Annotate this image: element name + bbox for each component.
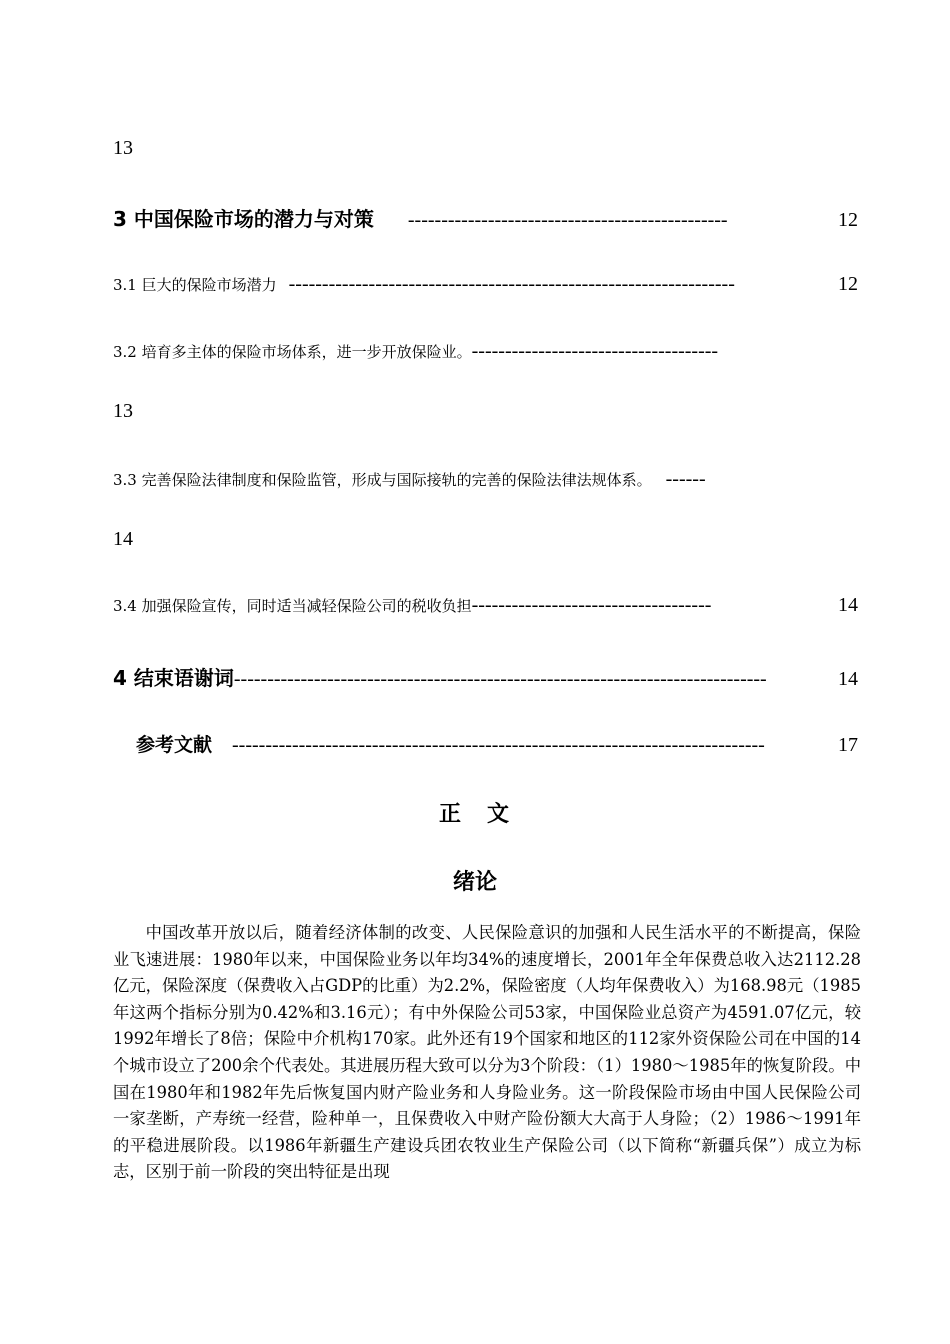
toc-page-number: 17 xyxy=(838,734,858,756)
toc-entry-references[interactable] xyxy=(136,730,858,757)
toc-entry-3-1[interactable] xyxy=(113,273,858,296)
toc-entry-title: 3.2 培育多主体的保险市场体系，进一步开放保险业。 xyxy=(113,343,472,361)
toc-entry-3-2[interactable] xyxy=(113,340,858,363)
toc-leader: ------------------------------------------------ xyxy=(407,209,728,231)
toc-entry-title: 参考文献 xyxy=(136,734,213,756)
toc-entry-title: 4 结束语谢词 xyxy=(113,666,234,690)
toc-entry-title: 3.3 完善保险法律制度和保险监管，形成与国际接轨的完善的保险法律法规体系。 xyxy=(113,471,652,489)
toc-entry-title: 3 中国保险市场的潜力与对策 xyxy=(113,207,374,231)
toc-page-number: 14 xyxy=(838,668,858,690)
toc-entry-title: 3.1 巨大的保险市场潜力 xyxy=(113,276,277,294)
toc-entry-chapter-3[interactable] xyxy=(113,203,858,232)
toc-leader: -------------------------------------------------------------------------------- xyxy=(232,734,765,756)
toc-entry-chapter-4[interactable] xyxy=(113,662,858,691)
section-title: 正 文 xyxy=(438,802,511,827)
toc-leader: ------------------------------------ xyxy=(471,594,712,616)
toc-carry-page-number: 13 xyxy=(113,137,133,159)
intro-title: 绪论 xyxy=(452,870,497,895)
toc-page-number: 12 xyxy=(838,273,858,295)
toc-leader: ------------------------------------------------------------------- xyxy=(288,273,735,295)
toc-page-number-3-2: 13 xyxy=(113,400,133,422)
toc-page-number: 14 xyxy=(838,594,858,616)
toc-leader: ------------------------------------- xyxy=(471,340,719,362)
toc-entry-3-3[interactable] xyxy=(113,468,858,491)
toc-entry-3-4[interactable] xyxy=(113,594,858,617)
toc-page-number-3-3: 14 xyxy=(113,528,133,550)
toc-leader: -------------------------------------------------------------------------------- xyxy=(233,668,767,690)
toc-leader: ------ xyxy=(665,468,706,490)
intro-paragraph: 中国改革开放以后，随着经济体制的改变、人民保险意识的加强和人民生活水平的不断提高，保险业飞速进展：1980年以来，中国保险业务以年均34%的速度增长，2001年全年保费总收入达2112.28亿元，保险深度（保费收入占GDP的比重）为2.2%，保险密度（人均年保费收入）为168.98元（1985年这两个指标分别为0.42%和3.16元）；有中外保险公司53家，中国保险业总资产为4591.07亿元，较1992年增长了8倍；保险中介机构170家。此外还有19个国家和地区的112家外资保险公司在中国的14个城市设立了200余个代表处。其进展历程大致可以分为3个阶段：（1）1980～1985年的恢复阶段。中国在1980年和1982年先后恢复国内财产险业务和人身险业务。这一阶段保险市场由中国人民保险公司一家垄断，产寿统一经营，险种单一，且保费收入中财产险份额大大高于人身险；（2）1986～1991年的平稳进展阶段。以1986年新疆生产建设兵团农牧业生产保险公司（以下简称“新疆兵保”）成立为标志，区别于前一阶段的突出特征是出现 xyxy=(113,923,861,1182)
toc-entry-title: 3.4 加强保险宣传，同时适当减轻保险公司的税收负担 xyxy=(113,597,472,615)
toc-page-number: 12 xyxy=(838,209,858,231)
